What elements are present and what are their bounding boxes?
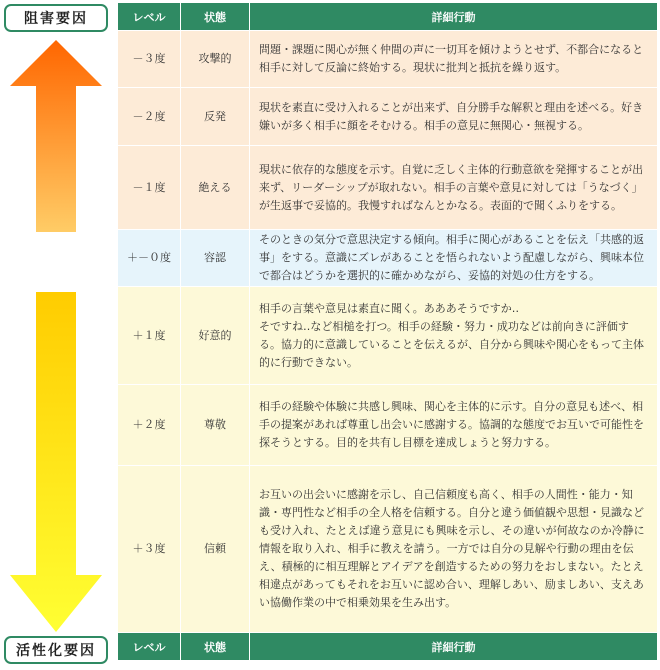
detail-column-footer: 詳細行動 (250, 633, 657, 660)
state-cell: 攻撃的 (181, 31, 249, 87)
state-column-footer: 状態 (181, 633, 249, 660)
state-column-header: 状態 (181, 3, 249, 30)
up-arrow-icon (10, 40, 102, 232)
detail-cell: 問題・課題に関心が無く仲間の声に一切耳を傾けようとせず、不都合になると相手に対して反論に終始する。現状に批判と抵抗を繰り返す。 (250, 31, 657, 87)
level-column-header: レベル (118, 3, 180, 30)
table-row (118, 230, 657, 286)
detail-cell: 現状に依存的な態度を示す。自覚に乏しく主体的行動意欲を発揮することが出来ず、リーダーシップが取れない。相手の言葉や意見に対しては「うなづく」が生返事で妥協的。我慢すればなんとかなる。表面的で聞くふりをする。 (250, 146, 657, 229)
detail-cell: お互いの出会いに感謝を示し、自己信頼度も高く、相手の人間性・能力・知識・専門性など相手の全人格を信頼する。自分と違う価値観や思想・見識なども受け入れ、たとえば違う意見にも興味を示し、その違いが何故なのか冷静に情報を取り入れ、相手に教えを請う。一方では自分の見解や行動の理由を伝え、積極的に相互理解とアイデアを創造するための努力をおしまない。たとえ相違点があってもそれをお互いに認め合い、理解しあい、励ましあい、支えあい協働作業の中で相乗効果を生み出す。 (250, 466, 657, 632)
level-cell: －１度 (118, 146, 180, 229)
down-arrow-icon (10, 292, 102, 632)
level-cell: ＋－０度 (118, 230, 180, 286)
detail-cell: そのときの気分で意思決定する傾向。相手に関心があることを伝え「共感的返事」をする。意識にズレがあることを悟られないよう配慮しながら、興味本位で都合はどうかを選択的に確かめながら、妥協的対処の仕方をする。 (250, 230, 657, 286)
state-cell: 反発 (181, 88, 249, 145)
factor-axis (0, 0, 115, 670)
table-row (118, 287, 657, 384)
state-cell: 好意的 (181, 287, 249, 384)
inhibiting-factor-label: 阻害要因 (4, 4, 108, 32)
state-cell: 信頼 (181, 466, 249, 632)
level-cell: ＋１度 (118, 287, 180, 384)
detail-column-header: 詳細行動 (250, 3, 657, 30)
level-column-footer: レベル (118, 633, 180, 660)
detail-cell: 相手の言葉や意見は素直に聞く。あああそうですか‥ そですね‥など相槌を打つ。相手の経験・努力・成功などは前向きに評価する。協力的に意識していることを伝えるが、自分から興味や関心をもって主体的に行動できない。 (250, 287, 657, 384)
activating-factor-label: 活性化要因 (4, 636, 108, 664)
state-cell: 絶える (181, 146, 249, 229)
state-cell: 尊敬 (181, 385, 249, 465)
table-row (118, 146, 657, 229)
detail-cell: 相手の経験や体験に共感し興味、関心を主体的に示す。自分の意見も述べ、相手の提案があれば尊重し出会いに感謝する。協調的な態度でお互いで可能性を探そうとする。目的を共有し目標を達成しょうと努力する。 (250, 385, 657, 465)
table-row (118, 88, 657, 145)
state-cell: 容認 (181, 230, 249, 286)
level-cell: ＋２度 (118, 385, 180, 465)
factor-arrows (0, 0, 115, 670)
table-footer-row (118, 633, 657, 660)
detail-cell: 現状を素直に受け入れることが出来ず、自分勝手な解釈と理由を述べる。好き嫌いが多く相手に顔をそむける。相手の意見に無関心・無視する。 (250, 88, 657, 145)
table-header-row (118, 3, 657, 30)
level-cell: ＋３度 (118, 466, 180, 632)
table-row (118, 385, 657, 465)
table-row (118, 466, 657, 632)
level-cell: －２度 (118, 88, 180, 145)
level-cell: －３度 (118, 31, 180, 87)
table-row (118, 31, 657, 87)
behavior-level-table (117, 2, 658, 661)
